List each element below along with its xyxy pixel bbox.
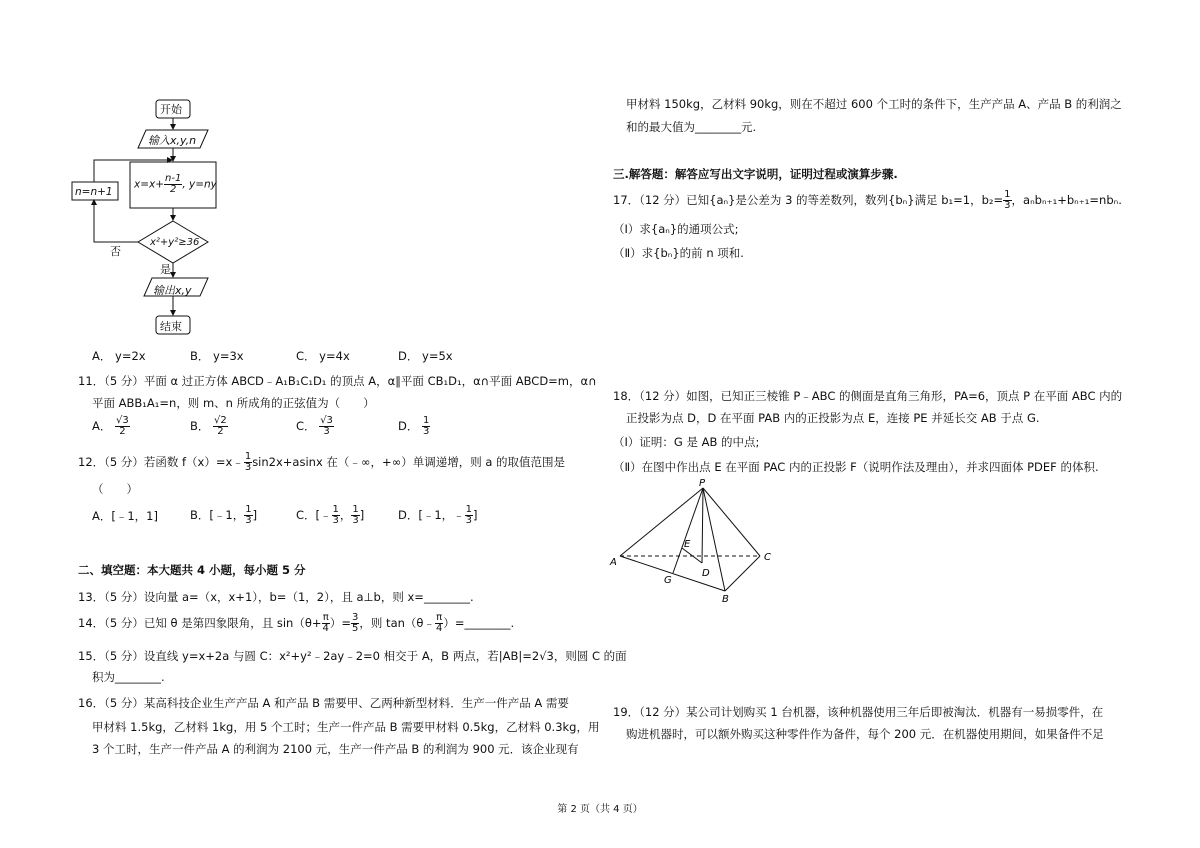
label-C: C xyxy=(764,552,771,563)
q10-option-b: B． y=3x xyxy=(190,349,244,363)
q11-option-d: D． $\frac{1}{3}$ xyxy=(398,415,430,437)
q17-part1: （Ⅰ）求{aₙ}的通项公式; xyxy=(613,222,739,236)
q12-option-c: C．[﹣ $\frac{1}{3}$ ， $\frac{1}{3}$ ] xyxy=(296,504,365,526)
flowchart-no-label: 否 xyxy=(110,245,121,258)
q11-option-c: C． $\frac{√3}{3}$ xyxy=(296,415,333,437)
q12-stem: 12．（5 分）若函数 f（x）=x﹣ $\frac{1}{3}$ sin2x+asinx 在（﹣∞，+∞）单调递增，则 a 的取值范围是 xyxy=(78,451,566,473)
label-P: P xyxy=(699,478,706,489)
q11-line2: 平面 ABB₁A₁=n，则 m、n 所成角的正弦值为（ ） xyxy=(92,396,375,410)
q19-line1: 19．（12 分）某公司计划购买 1 台机器，该种机器使用三年后即被淘汰．机器有一易损零件，在 xyxy=(613,705,1104,719)
flowchart-condition-text: x²+y²≥36 xyxy=(150,237,200,248)
q15-line2: 积为________. xyxy=(92,670,165,684)
flowchart-start-text: 开始 xyxy=(160,103,182,116)
flowchart-output-text: 输出x,y xyxy=(153,284,192,297)
q10-option-a: A． y=2x xyxy=(92,349,146,363)
q19-line2: 购进机器时，可以额外购买这种零件作为备件，每个 200 元．在机器使用期间，如果备件不足 xyxy=(626,727,1104,741)
q18-part1: （Ⅰ）证明：G 是 AB 的中点; xyxy=(613,435,760,449)
q16-line4: 甲材料 150kg，乙材料 90kg，则在不超过 600 个工时的条件下，生产产品 A、产品 B 的利润之 xyxy=(626,97,1122,111)
q12-paren: （ ） xyxy=(92,482,138,496)
label-G: G xyxy=(664,575,672,586)
page-footer: 第 2 页（共 4 页） xyxy=(557,804,643,815)
q17-part2: （Ⅱ）求{bₙ}的前 n 项和. xyxy=(613,246,744,260)
q12-option-b: B．[﹣1， $\frac{1}{3}$ ] xyxy=(190,504,258,526)
q18-part2: （Ⅱ）在图中作出点 E 在平面 PAC 内的正投影 F（说明作法及理由），并求四面体 PDEF 的体积. xyxy=(613,460,1099,474)
q16-line2: 甲材料 1.5kg，乙材料 1kg，用 5 个工时；生产一件产品 B 需要甲材料 0.5kg，乙材料 0.3kg，用 xyxy=(92,720,600,734)
q13: 13．（5 分）设向量 a=（x，x+1），b=（1，2），且 a⊥b，则 x=________. xyxy=(78,590,474,604)
q15-line1: 15．（5 分）设直线 y=x+2a 与圆 C：x²+y²﹣2ay﹣2=0 相交于 A，B 两点，若|AB|=2√3，则圆 C 的面 xyxy=(78,649,627,663)
flowchart-end-text: 结束 xyxy=(160,320,182,333)
flowchart-update-text: n=n+1 xyxy=(75,186,113,198)
label-A: A xyxy=(610,557,617,568)
q14: 14．（5 分）已知 θ 是第四象限角，且 sin（θ+ $\frac{\pi}{4}$ ）= $\frac{3}{5}$ ，则 tan（θ﹣ $\frac{\pi}{4}$ ）=________. xyxy=(78,612,515,634)
q16-line5: 和的最大值为________元. xyxy=(626,120,757,134)
flowchart xyxy=(60,92,240,348)
q10-option-c: C． y=4x xyxy=(296,349,350,363)
label-E: E xyxy=(684,539,691,550)
q16-line1: 16．（5 分）某高科技企业生产产品 A 和产品 B 需要甲、乙两种新型材料．生产一件产品 A 需要 xyxy=(78,696,569,710)
section-3-heading: 三.解答题：解答应写出文字说明，证明过程或演算步骤. xyxy=(613,167,898,181)
q18-line2: 正投影为点 D，D 在平面 PAB 内的正投影为点 E，连接 PE 并延长交 AB 于点 G. xyxy=(626,411,1040,425)
q12-option-a: A．[﹣1，1] xyxy=(92,509,158,523)
q12-option-d: D．[﹣1，﹣ $\frac{1}{3}$ ] xyxy=(398,504,478,526)
section-2-heading: 二、填空题：本大题共 4 小题，每小题 5 分 xyxy=(78,563,306,577)
label-D: D xyxy=(702,568,710,579)
pyramid-figure xyxy=(606,476,786,608)
q16-line3: 3 个工时，生产一件产品 A 的利润为 2100 元，生产一件产品 B 的利润为 900 元．该企业现有 xyxy=(92,742,579,756)
q11-option-a: A． $\frac{√3}{2}$ xyxy=(92,415,129,437)
q11-line1: 11．（5 分）平面 α 过正方体 ABCD﹣A₁B₁C₁D₁ 的顶点 A，α∥平面 CB₁D₁，α∩平面 ABCD=m，α∩ xyxy=(78,374,597,388)
flowchart-yes-label: 是 xyxy=(160,263,171,276)
flowchart-input-text: 输入x,y,n xyxy=(148,134,197,147)
flowchart-compute-text: x=x+ $\frac{n-1}{2}$ , y=ny xyxy=(134,173,217,195)
q10-option-d: D． y=5x xyxy=(398,349,453,363)
q11-option-b: B． $\frac{√2}{2}$ xyxy=(190,415,227,437)
q18-line1: 18．（12 分）如图，已知正三棱锥 P﹣ABC 的侧面是直角三角形，PA=6，顶点 P 在平面 ABC 内的 xyxy=(613,389,1123,403)
q17-stem: 17．（12 分）已知{aₙ}是公差为 3 的等差数列，数列{bₙ}满足 b₁=1，b₂= $\frac{1}{3}$ ，aₙbₙ₊₁+bₙ₊₁=nbₙ. xyxy=(613,189,1122,211)
label-B: B xyxy=(722,594,729,605)
